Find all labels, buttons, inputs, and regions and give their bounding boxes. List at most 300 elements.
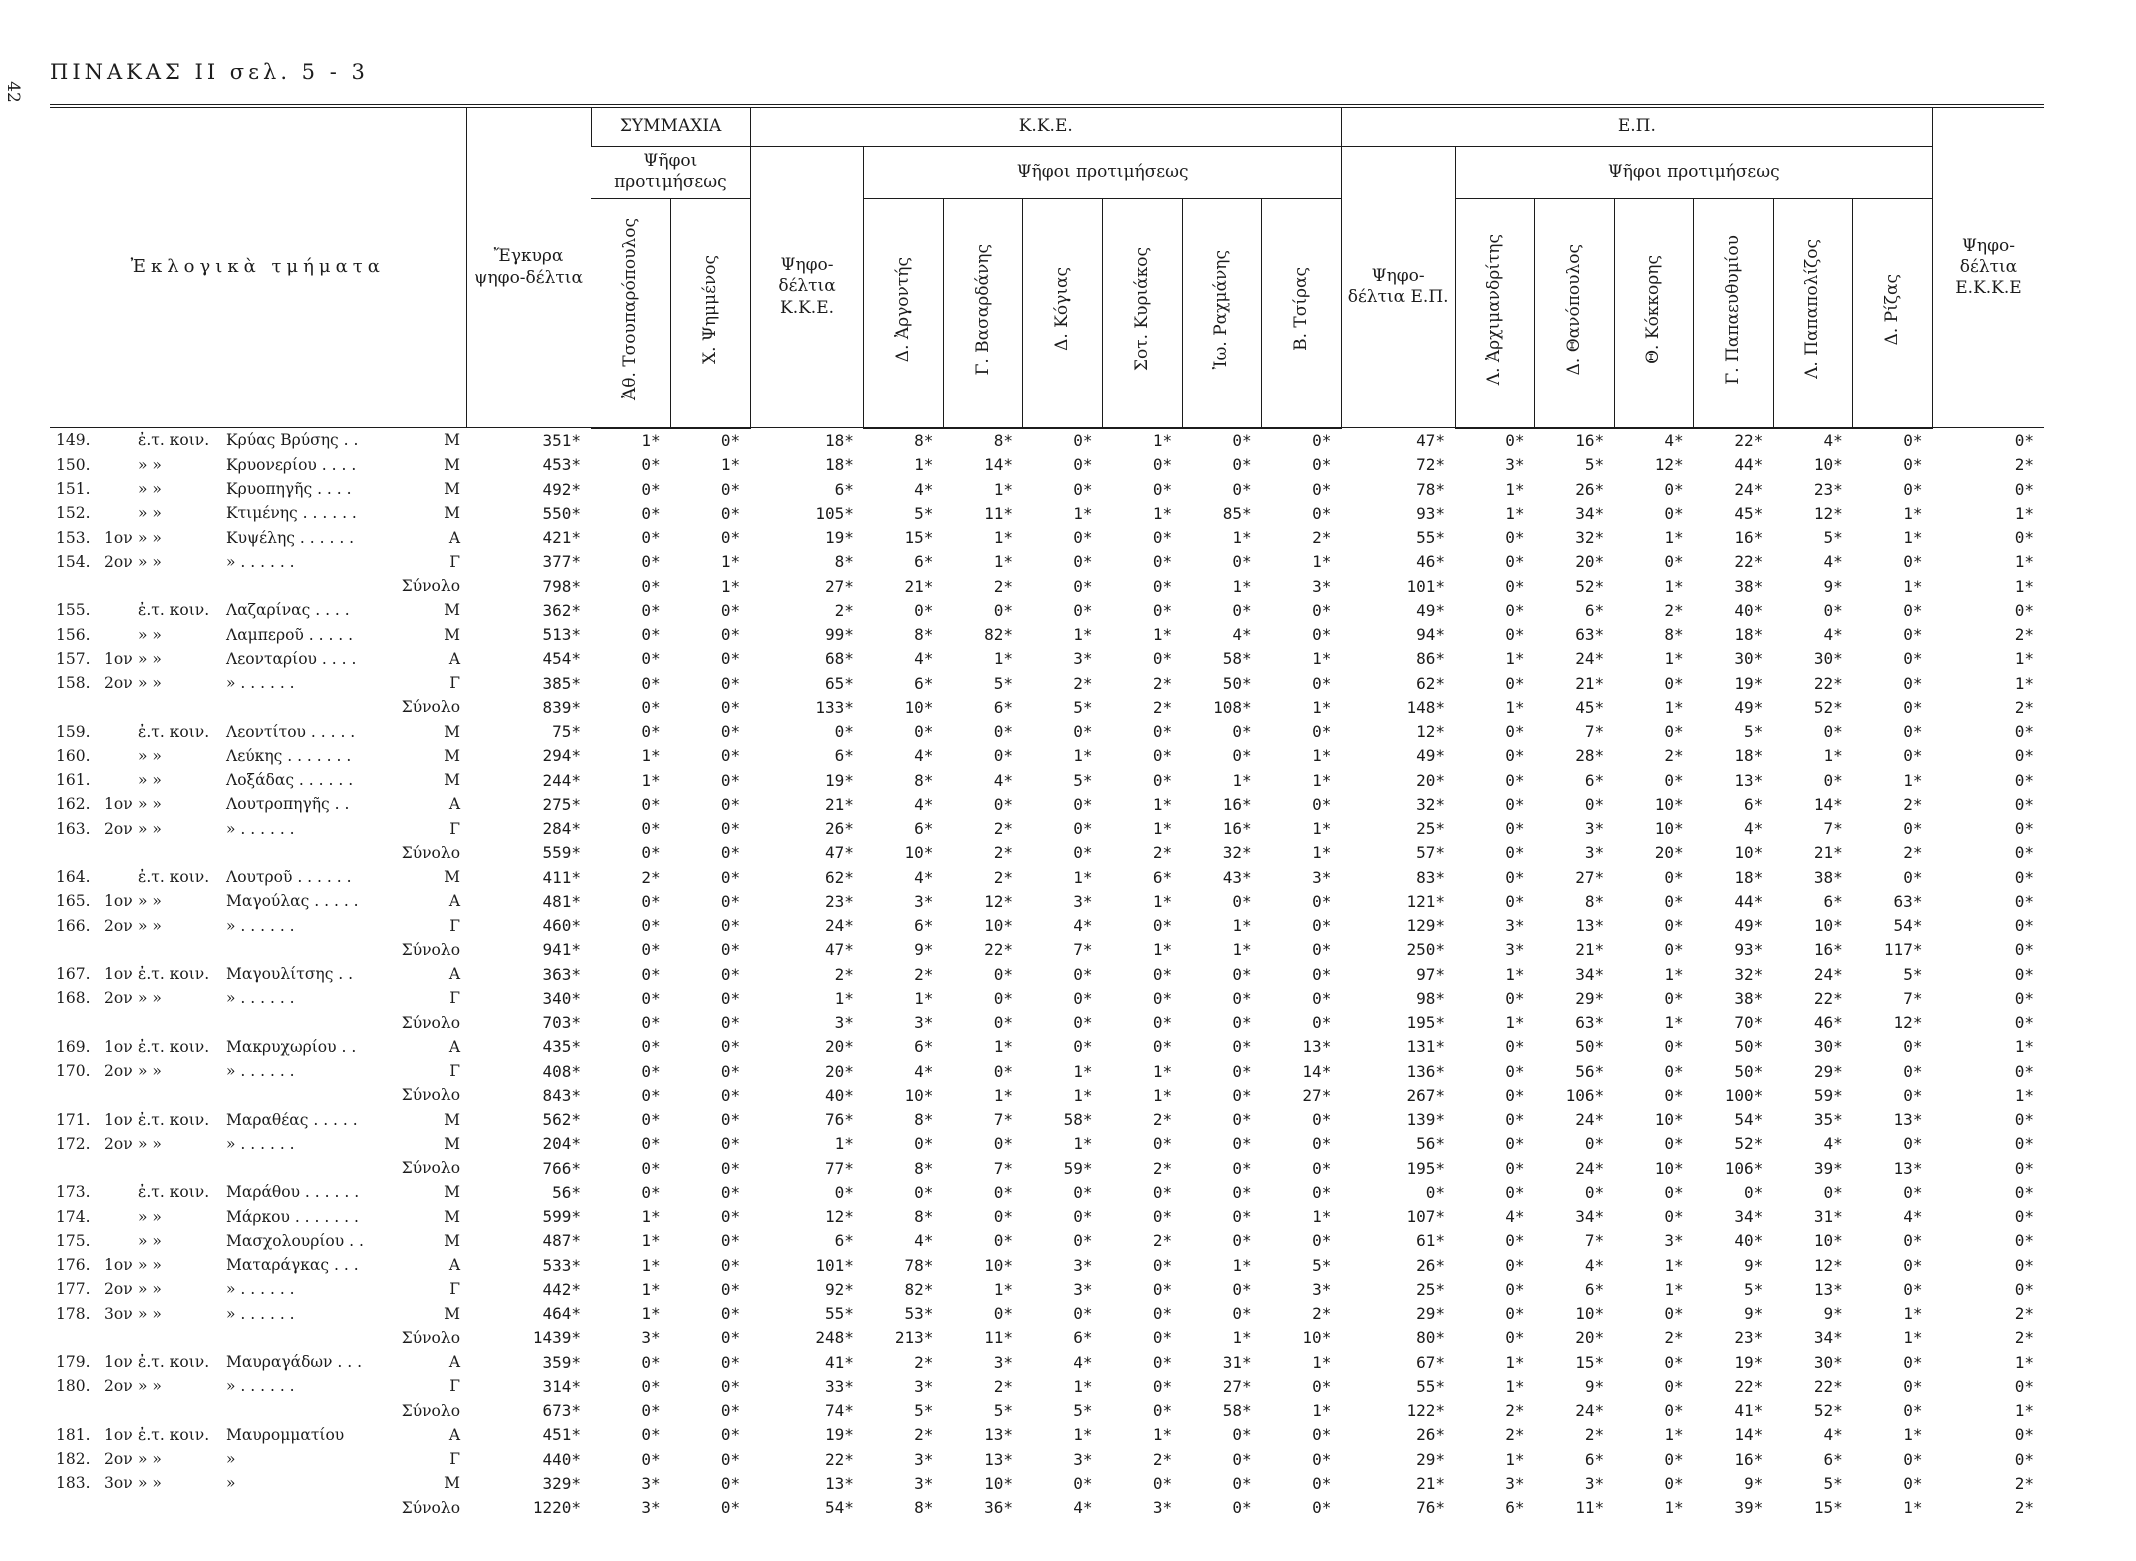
value-cell: 0* xyxy=(1664,1352,1684,1372)
value-cell: 5* xyxy=(1584,455,1605,475)
value-cell: 0* xyxy=(1505,722,1525,742)
value-cell: 0* xyxy=(1664,1304,1684,1324)
value-cell: 1* xyxy=(993,528,1013,548)
value-cell: 1* xyxy=(993,649,1013,669)
value-cell: 0* xyxy=(1903,697,1923,717)
value-cell: 0* xyxy=(2014,940,2034,960)
value-cell: 2* xyxy=(1152,1231,1173,1251)
district-cell xyxy=(50,453,466,477)
value-cell: 0* xyxy=(1903,1279,1923,1299)
value-cell: 0* xyxy=(1903,1231,1923,1251)
value-cell: 1* xyxy=(1073,1061,1093,1081)
value-cell: 1* xyxy=(641,431,661,451)
value-cell: 0* xyxy=(1505,746,1525,766)
district-cell xyxy=(50,1471,466,1495)
district-type: ἐ.τ. κοιν. xyxy=(138,1183,210,1202)
district-number: 155. xyxy=(56,601,91,620)
value-cell: 86* xyxy=(1416,649,1445,669)
value-cell: 0* xyxy=(1073,1182,1093,1202)
value-cell: 3* xyxy=(1505,940,1525,960)
value-cell: 1* xyxy=(1152,1085,1173,1105)
value-cell: 82* xyxy=(984,625,1013,645)
value-cell: 0* xyxy=(720,1498,741,1518)
alliance-pref-header: Ψῆφοι προτιμήσεως xyxy=(591,147,750,199)
value-cell: 1* xyxy=(834,1134,854,1154)
value-cell: 3* xyxy=(914,1473,934,1493)
table-row xyxy=(50,1180,2044,1204)
total-label: Σύνολο xyxy=(401,698,461,717)
value-cell: 15* xyxy=(1813,1498,1843,1518)
district-code: Μ xyxy=(444,1207,461,1226)
value-cell: 9* xyxy=(1823,576,1843,596)
value-cell: 3* xyxy=(641,1498,661,1518)
value-cell: 0* xyxy=(1232,552,1252,572)
value-cell: 0* xyxy=(720,1231,741,1251)
value-cell: 9* xyxy=(914,940,934,960)
value-cell: 0* xyxy=(641,649,661,669)
district-name: » . . . . . . xyxy=(226,1134,295,1153)
value-cell: 26* xyxy=(1416,1425,1445,1445)
value-cell: 0* xyxy=(993,964,1013,984)
value-cell: 1* xyxy=(1312,1207,1332,1227)
value-cell: 8* xyxy=(914,1158,934,1178)
district-name: Μαγούλας . . . . . xyxy=(226,892,359,911)
district-code: Μ xyxy=(444,771,461,789)
value-cell: 55* xyxy=(1416,1376,1445,1396)
district-order: 2ον xyxy=(104,552,133,571)
district-number: 168. xyxy=(56,989,91,1008)
value-cell: 1* xyxy=(720,576,741,596)
value-cell: 0* xyxy=(1312,503,1332,523)
value-cell: 4* xyxy=(1073,916,1093,936)
value-cell: 0* xyxy=(1903,1352,1923,1372)
value-cell: 0* xyxy=(720,1158,741,1178)
value-cell: 0* xyxy=(1152,722,1173,742)
value-cell: 0* xyxy=(1152,576,1173,596)
district-cell xyxy=(50,695,466,719)
value-cell: 9* xyxy=(1743,1473,1764,1493)
value-cell: 1* xyxy=(993,1279,1013,1299)
value-cell: 1* xyxy=(641,746,661,766)
results-table xyxy=(50,108,2044,1520)
value-cell: 0* xyxy=(1312,964,1332,984)
district-type: » » xyxy=(138,649,162,668)
districts-header: Ἐκλογικὰ τμήματα xyxy=(50,108,466,428)
value-cell: 10* xyxy=(1654,1158,1684,1178)
value-cell: 0* xyxy=(1312,600,1332,620)
district-type: » » xyxy=(138,552,162,571)
total-label: Σύνολο xyxy=(401,1498,461,1517)
value-cell: 1* xyxy=(720,455,741,475)
table-row xyxy=(50,1302,2044,1326)
table-row xyxy=(50,1035,2044,1059)
table-row xyxy=(50,720,2044,744)
district-cell xyxy=(50,598,466,622)
value-cell: 77* xyxy=(824,1158,854,1178)
value-cell: 0* xyxy=(2014,1110,2034,1130)
value-cell: 18* xyxy=(1734,625,1764,645)
value-cell: 1* xyxy=(1152,431,1173,451)
district-cell xyxy=(50,671,466,695)
value-cell: 0* xyxy=(1152,746,1173,766)
value-cell: 29* xyxy=(1575,988,1605,1008)
value-cell: 0* xyxy=(720,819,741,839)
value-cell: 0* xyxy=(1664,1207,1684,1227)
value-cell: 1* xyxy=(1312,649,1332,669)
value-cell: 32* xyxy=(1575,528,1605,548)
district-order: 1ον xyxy=(104,1425,133,1444)
value-cell: 0* xyxy=(2014,1207,2034,1227)
value-cell: 0* xyxy=(720,479,741,499)
value-cell: 0* xyxy=(1505,770,1525,790)
value-cell: 0* xyxy=(1505,600,1525,620)
value-cell: 0* xyxy=(1505,891,1525,911)
district-order: 2ον xyxy=(104,1450,133,1469)
value-cell: 0* xyxy=(1152,1207,1173,1227)
value-cell: 1* xyxy=(1232,916,1252,936)
value-cell: 839* xyxy=(542,697,582,717)
value-cell: 98* xyxy=(1416,988,1445,1008)
value-cell: 94* xyxy=(1416,625,1445,645)
value-cell: 0* xyxy=(1505,1182,1525,1202)
value-cell: 1* xyxy=(2014,1037,2034,1057)
value-cell: 0* xyxy=(1232,1013,1252,1033)
value-cell: 55* xyxy=(824,1304,854,1324)
value-cell: 34* xyxy=(1575,503,1605,523)
value-cell: 2* xyxy=(914,1352,934,1372)
value-cell: 4* xyxy=(914,794,934,814)
value-cell: 0* xyxy=(1073,479,1093,499)
value-cell: 0* xyxy=(641,528,661,548)
value-cell: 0* xyxy=(641,455,661,475)
value-cell: 0* xyxy=(1903,1085,1923,1105)
district-number: 174. xyxy=(56,1207,91,1226)
value-cell: 6* xyxy=(1584,1449,1605,1469)
value-cell: 76* xyxy=(1416,1498,1445,1518)
candidate-header: Δ. Ἀργοντής xyxy=(864,198,944,428)
value-cell: 0* xyxy=(1232,1037,1252,1057)
kke-header: Κ.Κ.Ε. xyxy=(750,108,1341,147)
value-cell: 0* xyxy=(1312,916,1332,936)
district-code: Α xyxy=(448,1353,461,1371)
value-cell: 0* xyxy=(1664,891,1684,911)
value-cell: 13* xyxy=(1734,770,1764,790)
value-cell: 0* xyxy=(1312,1182,1332,1202)
value-cell: 513* xyxy=(542,625,582,645)
district-type: » » xyxy=(138,1474,162,1493)
district-code: Μ xyxy=(444,431,461,449)
value-cell: 0* xyxy=(1505,1255,1525,1275)
value-cell: 76* xyxy=(824,1110,854,1130)
value-cell: 19* xyxy=(824,1425,854,1445)
table-row xyxy=(50,647,2044,671)
value-cell: 451* xyxy=(542,1425,582,1445)
district-code: Α xyxy=(448,892,461,911)
value-cell: 1* xyxy=(641,1255,661,1275)
district-cell xyxy=(50,986,466,1010)
value-cell: 49* xyxy=(1416,746,1445,766)
value-cell: 63* xyxy=(1575,625,1605,645)
candidate-header: Γ. Βασαρδάνης xyxy=(943,198,1023,428)
value-cell: 0* xyxy=(993,746,1013,766)
value-cell: 0* xyxy=(1312,891,1332,911)
value-cell: 3* xyxy=(1152,1498,1173,1518)
district-order: 1ον xyxy=(104,795,133,814)
value-cell: 30* xyxy=(1734,649,1764,669)
district-number: 180. xyxy=(56,1377,91,1396)
value-cell: 0* xyxy=(914,600,934,620)
value-cell: 0* xyxy=(1232,455,1252,475)
total-label: Σύνολο xyxy=(401,843,461,862)
district-type: » » xyxy=(138,795,162,814)
value-cell: 1* xyxy=(1073,1376,1093,1396)
value-cell: 4* xyxy=(914,1231,934,1251)
total-label: Σύνολο xyxy=(401,940,461,959)
district-code: Μ xyxy=(444,746,461,765)
value-cell: 1* xyxy=(1073,503,1093,523)
value-cell: 1* xyxy=(1505,964,1525,984)
district-type: » » xyxy=(138,916,162,935)
value-cell: 0* xyxy=(1505,431,1525,451)
value-cell: 6* xyxy=(1823,891,1843,911)
value-cell: 58* xyxy=(1063,1110,1093,1130)
value-cell: 440* xyxy=(542,1449,582,1469)
district-code: Α xyxy=(448,1425,461,1444)
value-cell: 27* xyxy=(1222,1376,1252,1396)
value-cell: 2* xyxy=(914,964,934,984)
value-cell: 0* xyxy=(834,1182,854,1202)
district-code: Μ xyxy=(444,1183,461,1202)
value-cell: 0* xyxy=(1312,1158,1332,1178)
value-cell: 34* xyxy=(1813,1328,1843,1348)
district-cell xyxy=(50,720,466,744)
value-cell: 2* xyxy=(1152,1110,1173,1130)
district-name: » xyxy=(226,1474,236,1493)
district-type: » » xyxy=(138,1207,162,1226)
district-name: Λεονταρίου . . . . xyxy=(226,649,357,668)
table-row xyxy=(50,671,2044,695)
district-number: 178. xyxy=(56,1304,91,1323)
value-cell: 0* xyxy=(720,600,741,620)
value-cell: 56* xyxy=(1416,1134,1445,1154)
value-cell: 1* xyxy=(1664,1255,1684,1275)
value-cell: 0* xyxy=(1152,1013,1173,1033)
value-cell: 1* xyxy=(641,1207,661,1227)
value-cell: 1* xyxy=(1505,1376,1525,1396)
value-cell: 2* xyxy=(1152,1449,1173,1469)
value-cell: 13* xyxy=(1813,1279,1843,1299)
value-cell: 0* xyxy=(720,528,741,548)
district-type: » » xyxy=(138,674,162,693)
value-cell: 8* xyxy=(1584,891,1605,911)
value-cell: 0* xyxy=(641,1449,661,1469)
value-cell: 0* xyxy=(2014,988,2034,1008)
value-cell: 1* xyxy=(1312,746,1332,766)
value-cell: 204* xyxy=(542,1134,582,1154)
value-cell: 941* xyxy=(542,940,582,960)
value-cell: 2* xyxy=(1664,1328,1684,1348)
value-cell: 5* xyxy=(993,673,1013,693)
value-cell: 0* xyxy=(720,843,741,863)
district-code: Μ xyxy=(444,455,461,474)
value-cell: 0* xyxy=(1903,1037,1923,1057)
value-cell: 7* xyxy=(1903,988,1923,1008)
value-cell: 101* xyxy=(815,1255,854,1275)
value-cell: 0* xyxy=(1312,1110,1332,1130)
value-cell: 0* xyxy=(1232,1473,1252,1493)
district-code: Γ xyxy=(449,916,461,935)
district-cell xyxy=(50,865,466,889)
value-cell: 0* xyxy=(1664,1134,1684,1154)
value-cell: 1* xyxy=(993,1085,1013,1105)
value-cell: 32* xyxy=(1222,843,1252,863)
value-cell: 10* xyxy=(1813,455,1843,475)
value-cell: 0* xyxy=(641,1013,661,1033)
value-cell: 0* xyxy=(641,819,661,839)
value-cell: 0* xyxy=(993,1134,1013,1154)
value-cell: 250* xyxy=(1406,940,1445,960)
value-cell: 1* xyxy=(914,988,934,1008)
total-row xyxy=(50,1399,2044,1423)
table-row xyxy=(50,1447,2044,1471)
district-name: » . . . . . . xyxy=(226,1280,295,1299)
district-cell xyxy=(50,1180,466,1204)
district-name: » . . . . . . xyxy=(226,1377,295,1396)
district-number: 165. xyxy=(56,892,91,911)
value-cell: 6* xyxy=(1152,867,1173,887)
value-cell: 16* xyxy=(1813,940,1843,960)
value-cell: 10* xyxy=(984,1255,1013,1275)
value-cell: 0* xyxy=(1312,1473,1332,1493)
value-cell: 2* xyxy=(2014,1498,2034,1518)
value-cell: 1439* xyxy=(532,1328,582,1348)
value-cell: 0* xyxy=(1903,649,1923,669)
value-cell: 1* xyxy=(1073,867,1093,887)
value-cell: 35* xyxy=(1813,1110,1843,1130)
table-row xyxy=(50,1108,2044,1132)
value-cell: 0* xyxy=(1073,552,1093,572)
value-cell: 6* xyxy=(1505,1498,1525,1518)
total-label: Σύνολο xyxy=(401,1159,461,1178)
value-cell: 10* xyxy=(904,697,934,717)
value-cell: 363* xyxy=(542,964,582,984)
value-cell: 93* xyxy=(1734,940,1764,960)
table-row xyxy=(50,1471,2044,1495)
value-cell: 0* xyxy=(1664,916,1684,936)
district-name: » . . . . . . xyxy=(226,674,295,693)
value-cell: 0* xyxy=(1312,1376,1332,1396)
value-cell: 0* xyxy=(641,576,661,596)
district-type: » » xyxy=(138,1231,162,1250)
value-cell: 10* xyxy=(1654,819,1684,839)
table-row xyxy=(50,1059,2044,1083)
value-cell: 18* xyxy=(1734,867,1764,887)
value-cell: 0* xyxy=(641,1061,661,1081)
district-cell xyxy=(50,1108,466,1132)
value-cell: 0* xyxy=(1903,600,1923,620)
value-cell: 0* xyxy=(2014,1376,2034,1396)
district-cell xyxy=(50,792,466,816)
value-cell: 1* xyxy=(1152,503,1173,523)
value-cell: 5* xyxy=(1823,1473,1843,1493)
value-cell: 1* xyxy=(1664,528,1684,548)
value-cell: 2* xyxy=(1152,843,1173,863)
value-cell: 0* xyxy=(1232,1498,1252,1518)
value-cell: 0* xyxy=(641,1085,661,1105)
district-type: » » xyxy=(138,1134,162,1153)
district-number: 173. xyxy=(56,1183,91,1202)
value-cell: 0* xyxy=(1152,1255,1173,1275)
value-cell: 4* xyxy=(914,479,934,499)
value-cell: 0* xyxy=(993,722,1013,742)
table-row xyxy=(50,1423,2044,1447)
ep-ballots-header: Ψηφο-δέλτια Ε.Π. xyxy=(1341,147,1455,428)
value-cell: 20* xyxy=(1575,552,1605,572)
district-cell xyxy=(50,841,466,865)
value-cell: 18* xyxy=(824,430,854,450)
value-cell: 5* xyxy=(1073,770,1093,790)
district-number: 177. xyxy=(56,1280,91,1299)
value-cell: 0* xyxy=(1312,1449,1332,1469)
value-cell: 0* xyxy=(720,697,741,717)
district-code: Μ xyxy=(444,480,461,498)
value-cell: 30* xyxy=(1813,1352,1843,1372)
value-cell: 0* xyxy=(1743,1182,1764,1202)
value-cell: 0* xyxy=(720,1425,741,1445)
value-cell: 0* xyxy=(720,625,741,645)
value-cell: 1* xyxy=(1312,770,1332,790)
district-cell xyxy=(50,1496,466,1520)
value-cell: 0* xyxy=(1505,1085,1525,1105)
value-cell: 562* xyxy=(542,1110,582,1130)
value-cell: 1* xyxy=(1664,1013,1684,1033)
value-cell: 82* xyxy=(904,1279,934,1299)
value-cell: 10* xyxy=(1734,843,1764,863)
value-cell: 0* xyxy=(641,479,661,499)
value-cell: 106* xyxy=(1565,1085,1605,1105)
total-row xyxy=(50,1496,2044,1520)
value-cell: 2* xyxy=(2014,1473,2034,1493)
value-cell: 0* xyxy=(1505,1304,1525,1324)
value-cell: 20* xyxy=(1654,843,1684,863)
value-cell: 6* xyxy=(834,1231,854,1251)
value-cell: 13* xyxy=(984,1425,1013,1445)
district-name: » xyxy=(226,1450,236,1469)
value-cell: 5* xyxy=(1073,697,1093,717)
district-number: 157. xyxy=(56,649,91,668)
value-cell: 0* xyxy=(641,600,661,620)
district-type: » » xyxy=(138,1450,162,1469)
district-cell xyxy=(50,550,466,574)
value-cell: 1* xyxy=(1232,770,1252,790)
value-cell: 1* xyxy=(1232,940,1252,960)
district-code: Γ xyxy=(449,1280,461,1299)
value-cell: 23* xyxy=(824,891,854,911)
table-row xyxy=(50,817,2044,841)
value-cell: 24* xyxy=(1575,1401,1605,1421)
value-cell: 0* xyxy=(2014,1134,2034,1154)
value-cell: 9* xyxy=(1743,1255,1764,1275)
value-cell: 3* xyxy=(1073,1449,1093,1469)
value-cell: 63* xyxy=(1575,1013,1605,1033)
total-row xyxy=(50,841,2044,865)
candidate-header: Σοτ. Κυριάκος xyxy=(1103,198,1183,428)
value-cell: 0* xyxy=(1152,479,1173,499)
value-cell: 1* xyxy=(1903,1425,1923,1445)
value-cell: 0* xyxy=(1073,1013,1093,1033)
district-number: 151. xyxy=(56,480,91,499)
value-cell: 1* xyxy=(1232,1328,1252,1348)
